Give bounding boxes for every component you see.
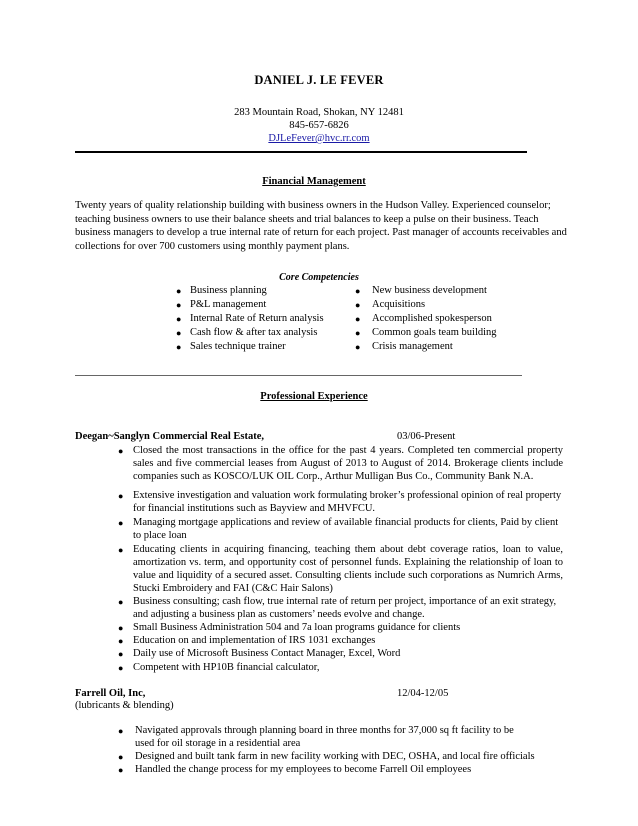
- competencies-heading: Core Competencies: [279, 272, 359, 283]
- competency-item: New business development: [372, 285, 487, 296]
- bullet-icon: ●: [118, 765, 124, 775]
- bullet-icon: ●: [118, 649, 124, 659]
- bullet-icon: ●: [118, 597, 124, 607]
- competency-item: Internal Rate of Return analysis: [190, 313, 324, 324]
- job-bullet: Managing mortgage applications and review of available financial products for clients, Paid by client to place loan: [133, 517, 559, 541]
- job-bullet: Designed and built tank farm in new facility working with DEC, OSHA, and local fire officials: [135, 751, 535, 762]
- competency-item: P&L management: [190, 299, 267, 310]
- job-bullet: Small Business Administration 504 and 7a loan programs guidance for clients: [133, 622, 461, 633]
- bullet-icon: ●: [355, 342, 361, 352]
- bullet-icon: ●: [355, 286, 361, 296]
- candidate-name: DANIEL J. LE FEVER: [254, 73, 384, 87]
- section-divider: [75, 375, 522, 376]
- email-line: [0, 133, 638, 144]
- job-bullet: Navigated approvals through planning board in three months for 37,000 sq ft facility to be used for oil storage in a residential area: [135, 725, 514, 749]
- competency-item: Sales technique trainer: [190, 341, 286, 352]
- bullet-icon: ●: [355, 314, 361, 324]
- bullet-icon: ●: [118, 726, 124, 736]
- job-bullet: Extensive investigation and valuation work formulating broker’s professional opinion of real property for financial institutions such as Bayview and MHVFCU.: [133, 490, 562, 514]
- job-bullet: Closed the most transactions in the office for the past 4 years. Completed ten commercial property sales and five commercial leases from August of 2013 to August of 2014. Brokerage clients include companies such as KOSCO/LUK OIL Corp., Arthur Mulligan Bus Co., Community Bank N.A.: [133, 445, 563, 482]
- bullet-icon: ●: [176, 328, 182, 338]
- bullet-icon: ●: [118, 545, 124, 555]
- summary-paragraph: Twenty years of quality relationship building with business owners in the Hudson Valley. Experienced counselor; teaching business owners to use their balance sheets and trial balances to keep a pulse on their business. Teach business managers to develop a true internal rate of return for each project. Past manager of accounts receivables and collections for over 700 customers using monthly payment plans.: [75, 200, 567, 252]
- bullet-icon: ●: [176, 314, 182, 324]
- bullet-icon: ●: [118, 491, 124, 501]
- job-dates: 12/04-12/05: [397, 688, 449, 699]
- competency-item: Common goals team building: [372, 327, 497, 338]
- bullet-icon: ●: [176, 300, 182, 310]
- job-bullet: Competent with HP10B financial calculator,: [133, 662, 320, 673]
- competency-item: Accomplished spokesperson: [372, 313, 492, 324]
- email-link[interactable]: DJLeFever@hvc.rr.com: [268, 133, 370, 144]
- job-bullet: Educating clients in acquiring financing, teaching them about debt coverage ratios, loan to value, amortization vs. term, and opportunity cost of personnel funds. Explaining the relationship of loan to value and liquidity of a secured asset. Consulting clients include such corporations as Numrich Arms, Stucki Embroidery and FAI (C&C Hair Salons): [133, 544, 563, 594]
- bullet-icon: ●: [118, 446, 124, 456]
- financial-heading: Financial Management: [262, 176, 366, 187]
- bullet-icon: ●: [118, 623, 124, 633]
- job-bullet: Daily use of Microsoft Business Contact Manager, Excel, Word: [133, 648, 401, 659]
- job-company: Deegan~Sanglyn Commercial Real Estate,: [75, 431, 264, 442]
- bullet-icon: ●: [118, 518, 124, 528]
- bullet-icon: ●: [176, 342, 182, 352]
- bullet-icon: ●: [118, 752, 124, 762]
- competency-item: Cash flow & after tax analysis: [190, 327, 318, 338]
- competency-item: Acquisitions: [372, 299, 426, 310]
- job-subtitle: (lubricants & blending): [75, 700, 174, 711]
- phone-number: 845-657-6826: [289, 120, 349, 131]
- bullet-icon: ●: [355, 300, 361, 310]
- bullet-icon: ●: [118, 663, 124, 673]
- job-dates: 03/06-Present: [397, 431, 456, 442]
- header-divider: [75, 151, 527, 153]
- competency-item: Crisis management: [372, 341, 453, 352]
- job-bullet: Business consulting; cash flow, true internal rate of return per project, importance of an exit strategy, and adjusting a business plan as customers’ needs evolve and change.: [133, 596, 557, 620]
- competency-item: Business planning: [190, 285, 267, 296]
- job-bullet: Education on and implementation of IRS 1031 exchanges: [133, 635, 376, 646]
- bullet-icon: ●: [355, 328, 361, 338]
- address: 283 Mountain Road, Shokan, NY 12481: [234, 107, 404, 118]
- bullet-icon: ●: [118, 636, 124, 646]
- job-bullet: Handled the change process for my employees to become Farrell Oil employees: [135, 764, 472, 775]
- experience-heading: Professional Experience: [260, 391, 368, 402]
- job-company: Farrell Oil, Inc,: [75, 688, 146, 699]
- bullet-icon: ●: [176, 286, 182, 296]
